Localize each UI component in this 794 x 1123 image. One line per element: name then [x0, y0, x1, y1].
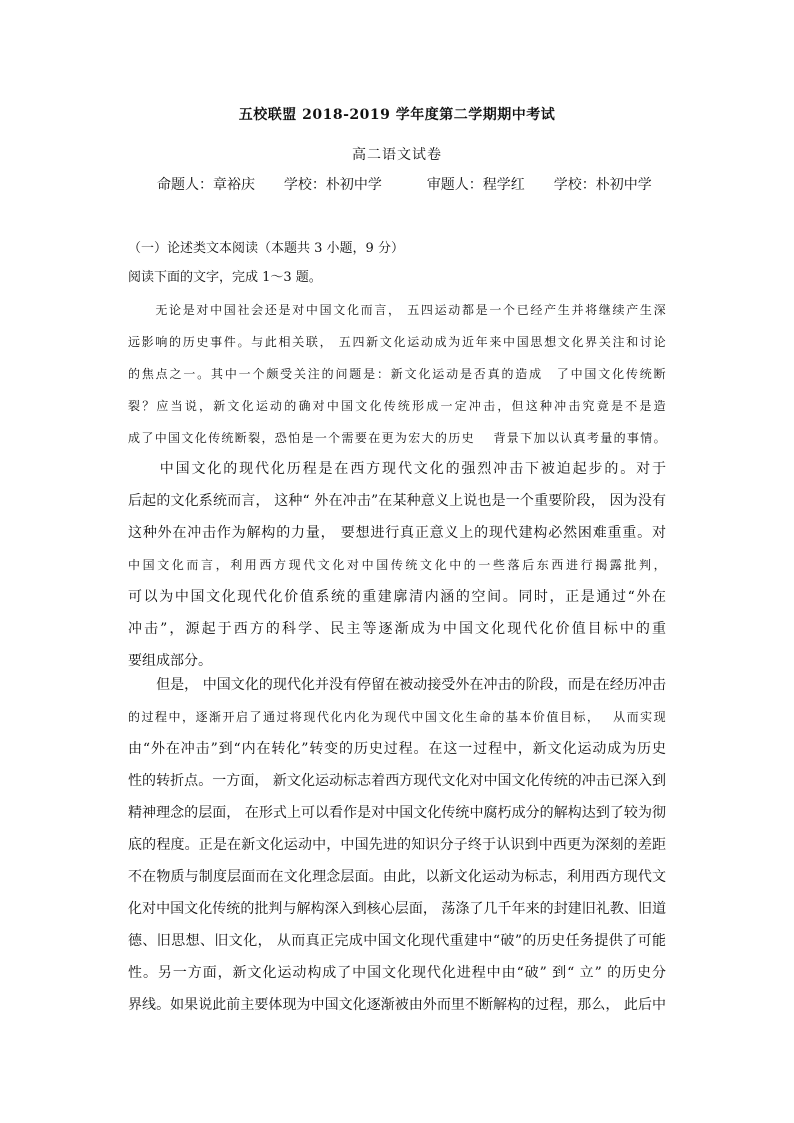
section-instruction: 阅读下面的文字，完成 1～3 题。: [128, 270, 322, 285]
paragraph-line: 冲击”，源起于西方的科学、民主等逐渐成为中国文化现代化价值目标中的重: [128, 621, 666, 637]
paragraph-line: 无论是对中国社会还是对中国文化而言， 五四运动都是一个已经产生并将继续产生深: [128, 303, 666, 317]
paragraph-line: 这种外在冲击作为解构的力量， 要想进行真正意义上的现代建构必然困难重重。对: [128, 525, 666, 541]
reviewer-label: 审题人：程学红: [426, 177, 525, 193]
paragraph-line: 成了中国文化传统断裂，恐怕是一个需要在更为宏大的历史 背景下加以认真考量的事情。: [128, 431, 666, 445]
reviewer-school: 学校：朴初中学: [553, 177, 652, 193]
author-label: 命题人：章裕庆: [157, 177, 255, 193]
paragraph-1: [128, 294, 666, 454]
paragraph-line: 化对中国文化传统的批判与解构深入到核心层面， 荡涤了几千年来的封建旧礼教、旧道: [128, 901, 666, 917]
paragraph-line: 德、旧思想、旧文化， 从而真正完成中国文化现代重建中“破”的历史任务提供了可能: [128, 933, 666, 949]
author-school: 学校：朴初中学: [283, 177, 382, 193]
paragraph-line: 远影响的历史事件。与此相关联， 五四新文化运动成为近年来中国思想文化界关注和讨论: [128, 335, 666, 349]
paragraph-2: [128, 453, 666, 677]
paragraph-line: 裂？应当说，新文化运动的确对中国文化传统形成一定冲击，但这种冲击究竟是不是造: [128, 399, 666, 413]
section-heading: （一）论述类文本阅读（本题共 3 小题，9 分）: [128, 241, 404, 256]
paragraph-line: 不在物质与制度层面而在文化理念层面。由此，以新文化运动为标志，利用西方现代文: [128, 869, 666, 885]
author-info: [157, 174, 677, 194]
paragraph-line: 要组成部分。: [128, 653, 212, 669]
paragraph-line: 后起的文化系统而言， 这种“ 外在冲击”在某种意义上说也是一个重要阶段， 因为没有: [128, 493, 666, 509]
paragraph-line: 中国文化而言，利用西方现代文化对中国传统文化中的一些落后东西进行揭露批判，: [128, 558, 666, 572]
paragraph-line: 界线。如果说此前主要体现为中国文化逐渐被由外而里不断解构的过程，那么， 此后中: [128, 997, 666, 1013]
exam-title: 五校联盟 2018-2019 学年度第二学期期中考试: [238, 107, 556, 123]
paragraph-line: 底的程度。正是在新文化运动中，中国先进的知识分子终于认识到中西更为深刻的差距: [128, 837, 666, 853]
paragraph-line: 但是， 中国文化的现代化并没有停留在被动接受外在冲击的阶段，而是在经历冲击: [128, 677, 666, 693]
paragraph-line: 由“外在冲击”到“内在转化”转变的历史过程。在这一过程中，新文化运动成为历史: [128, 741, 666, 757]
exam-subtitle: 高二语文试卷: [352, 147, 442, 163]
paragraph-line: 精神理念的层面， 在形式上可以看作是对中国文化传统中腐朽成分的解构达到了较为彻: [128, 805, 666, 821]
paragraph-3: [128, 669, 666, 1021]
paragraph-line: 性。另一方面，新文化运动构成了中国文化现代化进程中由“破” 到“ 立” 的历史分: [128, 965, 666, 981]
paragraph-line: 可以为中国文化现代化价值系统的重建廓清内涵的空间。同时，正是通过“外在: [128, 589, 666, 605]
paragraph-line: 的过程中，逐渐开启了通过将现代化内化为现代中国文化生命的基本价值目标， 从而实现: [128, 710, 666, 724]
paragraph-line: 的焦点之一。其中一个颇受关注的问题是：新文化运动是否真的造成 了中国文化传统断: [128, 367, 666, 381]
paragraph-line: 中国文化的现代化历程是在西方现代文化的强烈冲击下被迫起步的。对于: [128, 461, 666, 477]
paragraph-line: 性的转折点。一方面， 新文化运动标志着西方现代文化对中国文化传统的冲击已深入到: [128, 773, 666, 789]
